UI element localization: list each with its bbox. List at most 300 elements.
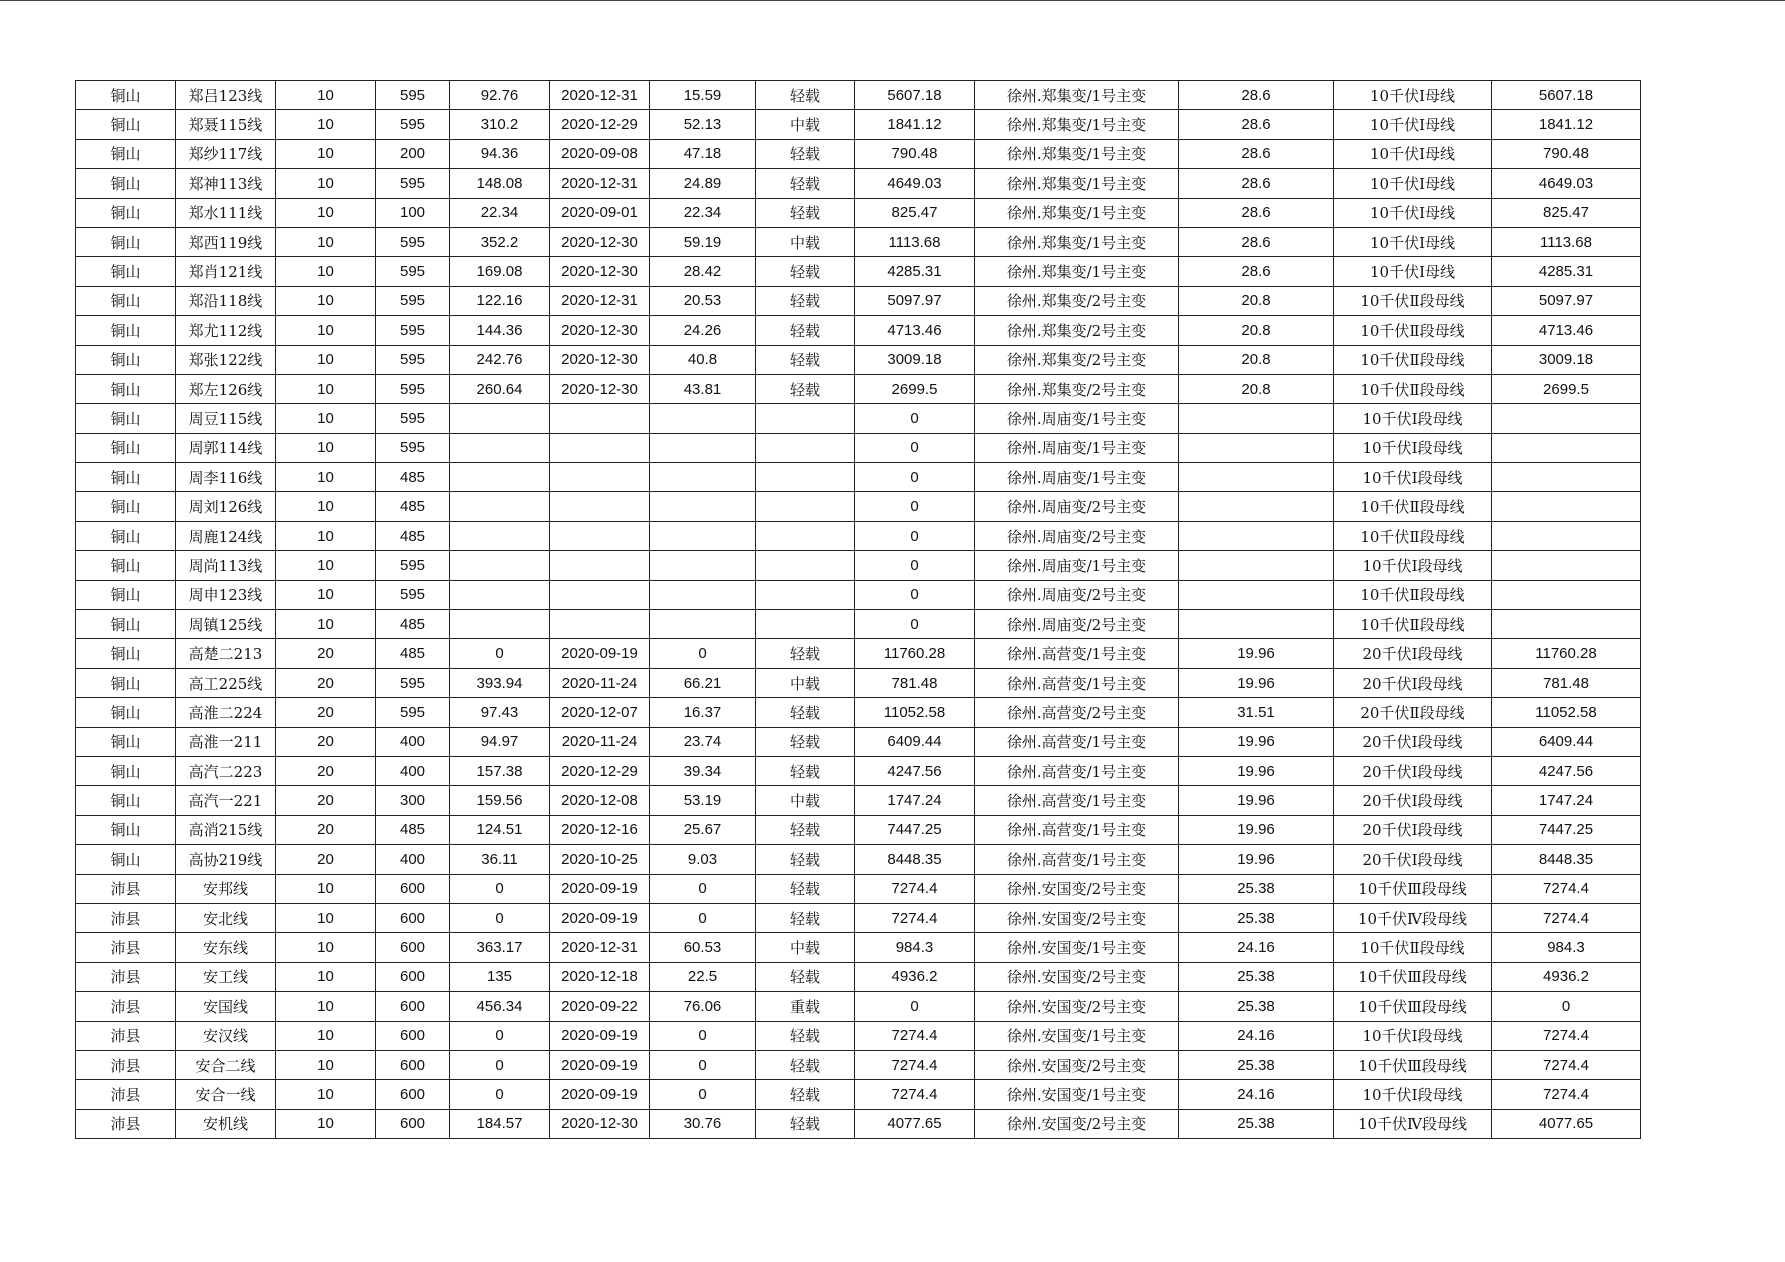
cell-line-name: 郑吕123线 bbox=[176, 81, 276, 110]
cell-rated-current: 595 bbox=[376, 257, 450, 286]
cell-substation-transformer: 徐州.周庙变/2号主变 bbox=[975, 521, 1179, 550]
cell-load-status: 轻载 bbox=[756, 845, 855, 874]
cell-rated-current: 600 bbox=[376, 1021, 450, 1050]
cell-transformer-load-rate: 24.16 bbox=[1179, 1080, 1334, 1109]
cell-date: 2020-12-29 bbox=[550, 756, 650, 785]
table-row bbox=[76, 404, 1641, 433]
cell-substation-transformer: 徐州.高营变/1号主变 bbox=[975, 668, 1179, 697]
cell-available-capacity: 0 bbox=[855, 610, 975, 639]
cell-load-status: 重载 bbox=[756, 992, 855, 1021]
cell-busbar: 10千伏Ⅰ母线 bbox=[1334, 257, 1492, 286]
cell-load-rate: 0 bbox=[650, 1080, 756, 1109]
cell-load-status: 中载 bbox=[756, 668, 855, 697]
cell-rated-current: 600 bbox=[376, 1080, 450, 1109]
cell-district: 铜山 bbox=[76, 198, 176, 227]
cell-busbar: 10千伏Ⅳ段母线 bbox=[1334, 1109, 1492, 1138]
cell-load-rate: 24.89 bbox=[650, 169, 756, 198]
table-row bbox=[76, 463, 1641, 492]
cell-remaining-capacity: 2699.5 bbox=[1492, 374, 1641, 403]
cell-line-name: 高汽一221 bbox=[176, 786, 276, 815]
cell-substation-transformer: 徐州.郑集变/2号主变 bbox=[975, 286, 1179, 315]
cell-district: 沛县 bbox=[76, 1050, 176, 1079]
cell-date: 2020-12-30 bbox=[550, 1109, 650, 1138]
cell-load-status: 轻载 bbox=[756, 727, 855, 756]
cell-load-status: 轻载 bbox=[756, 286, 855, 315]
cell-transformer-load-rate bbox=[1179, 433, 1334, 462]
cell-rated-current: 100 bbox=[376, 198, 450, 227]
cell-busbar: 10千伏Ⅲ段母线 bbox=[1334, 1050, 1492, 1079]
cell-voltage-kv: 20 bbox=[276, 639, 376, 668]
cell-max-current: 135 bbox=[450, 962, 550, 991]
cell-line-name: 安机线 bbox=[176, 1109, 276, 1138]
cell-district: 铜山 bbox=[76, 463, 176, 492]
cell-voltage-kv: 10 bbox=[276, 463, 376, 492]
cell-voltage-kv: 10 bbox=[276, 962, 376, 991]
cell-busbar: 10千伏Ⅲ段母线 bbox=[1334, 874, 1492, 903]
cell-date: 2020-09-08 bbox=[550, 139, 650, 168]
cell-load-status: 轻载 bbox=[756, 756, 855, 785]
cell-transformer-load-rate: 25.38 bbox=[1179, 903, 1334, 932]
cell-available-capacity: 7274.4 bbox=[855, 1021, 975, 1050]
cell-busbar: 10千伏Ⅲ段母线 bbox=[1334, 992, 1492, 1021]
cell-line-name: 安北线 bbox=[176, 903, 276, 932]
cell-date: 2020-12-16 bbox=[550, 815, 650, 844]
cell-substation-transformer: 徐州.郑集变/1号主变 bbox=[975, 198, 1179, 227]
cell-rated-current: 595 bbox=[376, 316, 450, 345]
cell-district: 铜山 bbox=[76, 551, 176, 580]
cell-voltage-kv: 10 bbox=[276, 198, 376, 227]
cell-max-current: 94.97 bbox=[450, 727, 550, 756]
cell-load-status bbox=[756, 580, 855, 609]
cell-load-rate: 30.76 bbox=[650, 1109, 756, 1138]
cell-transformer-load-rate: 31.51 bbox=[1179, 698, 1334, 727]
cell-load-rate bbox=[650, 492, 756, 521]
cell-load-rate bbox=[650, 433, 756, 462]
cell-load-rate: 66.21 bbox=[650, 668, 756, 697]
cell-substation-transformer: 徐州.高营变/1号主变 bbox=[975, 639, 1179, 668]
cell-rated-current: 485 bbox=[376, 492, 450, 521]
cell-district: 铜山 bbox=[76, 492, 176, 521]
cell-available-capacity: 7274.4 bbox=[855, 1050, 975, 1079]
table-row bbox=[76, 845, 1641, 874]
cell-load-status bbox=[756, 492, 855, 521]
cell-max-current: 169.08 bbox=[450, 257, 550, 286]
cell-voltage-kv: 20 bbox=[276, 698, 376, 727]
cell-load-status: 轻载 bbox=[756, 257, 855, 286]
cell-available-capacity: 7447.25 bbox=[855, 815, 975, 844]
cell-date: 2020-09-19 bbox=[550, 874, 650, 903]
cell-busbar: 10千伏Ⅰ段母线 bbox=[1334, 463, 1492, 492]
cell-substation-transformer: 徐州.安国变/2号主变 bbox=[975, 874, 1179, 903]
cell-transformer-load-rate bbox=[1179, 610, 1334, 639]
cell-substation-transformer: 徐州.安国变/2号主变 bbox=[975, 1109, 1179, 1138]
cell-substation-transformer: 徐州.安国变/2号主变 bbox=[975, 1050, 1179, 1079]
table-row bbox=[76, 786, 1641, 815]
cell-voltage-kv: 10 bbox=[276, 580, 376, 609]
cell-substation-transformer: 徐州.郑集变/1号主变 bbox=[975, 81, 1179, 110]
cell-rated-current: 400 bbox=[376, 727, 450, 756]
cell-date bbox=[550, 551, 650, 580]
cell-substation-transformer: 徐州.周庙变/2号主变 bbox=[975, 610, 1179, 639]
cell-voltage-kv: 10 bbox=[276, 169, 376, 198]
cell-load-rate: 22.34 bbox=[650, 198, 756, 227]
cell-rated-current: 485 bbox=[376, 463, 450, 492]
cell-voltage-kv: 10 bbox=[276, 610, 376, 639]
cell-load-status bbox=[756, 433, 855, 462]
cell-rated-current: 600 bbox=[376, 933, 450, 962]
cell-available-capacity: 4936.2 bbox=[855, 962, 975, 991]
table-row bbox=[76, 992, 1641, 1021]
cell-load-rate: 15.59 bbox=[650, 81, 756, 110]
cell-busbar: 20千伏Ⅰ段母线 bbox=[1334, 727, 1492, 756]
cell-available-capacity: 0 bbox=[855, 580, 975, 609]
cell-available-capacity: 2699.5 bbox=[855, 374, 975, 403]
cell-remaining-capacity bbox=[1492, 463, 1641, 492]
cell-rated-current: 485 bbox=[376, 610, 450, 639]
table-row bbox=[76, 286, 1641, 315]
cell-rated-current: 595 bbox=[376, 286, 450, 315]
cell-max-current bbox=[450, 610, 550, 639]
cell-max-current: 157.38 bbox=[450, 756, 550, 785]
cell-remaining-capacity: 5097.97 bbox=[1492, 286, 1641, 315]
cell-date: 2020-12-31 bbox=[550, 169, 650, 198]
cell-load-rate bbox=[650, 551, 756, 580]
cell-transformer-load-rate: 25.38 bbox=[1179, 874, 1334, 903]
cell-max-current: 310.2 bbox=[450, 110, 550, 139]
cell-line-name: 周李116线 bbox=[176, 463, 276, 492]
cell-rated-current: 400 bbox=[376, 756, 450, 785]
cell-remaining-capacity: 5607.18 bbox=[1492, 81, 1641, 110]
cell-voltage-kv: 10 bbox=[276, 433, 376, 462]
cell-line-name: 郑肖121线 bbox=[176, 257, 276, 286]
cell-max-current bbox=[450, 551, 550, 580]
cell-available-capacity: 4077.65 bbox=[855, 1109, 975, 1138]
cell-date: 2020-09-19 bbox=[550, 903, 650, 932]
cell-rated-current: 400 bbox=[376, 845, 450, 874]
cell-busbar: 20千伏Ⅰ段母线 bbox=[1334, 786, 1492, 815]
cell-district: 铜山 bbox=[76, 110, 176, 139]
cell-available-capacity: 7274.4 bbox=[855, 874, 975, 903]
cell-max-current bbox=[450, 463, 550, 492]
cell-max-current: 363.17 bbox=[450, 933, 550, 962]
cell-remaining-capacity: 7447.25 bbox=[1492, 815, 1641, 844]
cell-load-rate: 47.18 bbox=[650, 139, 756, 168]
cell-substation-transformer: 徐州.郑集变/2号主变 bbox=[975, 345, 1179, 374]
cell-voltage-kv: 10 bbox=[276, 404, 376, 433]
cell-date bbox=[550, 463, 650, 492]
cell-district: 铜山 bbox=[76, 639, 176, 668]
cell-load-status: 轻载 bbox=[756, 81, 855, 110]
cell-voltage-kv: 10 bbox=[276, 110, 376, 139]
cell-district: 铜山 bbox=[76, 521, 176, 550]
table-row bbox=[76, 1080, 1641, 1109]
cell-transformer-load-rate: 19.96 bbox=[1179, 639, 1334, 668]
cell-substation-transformer: 徐州.安国变/2号主变 bbox=[975, 992, 1179, 1021]
cell-date: 2020-12-31 bbox=[550, 286, 650, 315]
cell-rated-current: 595 bbox=[376, 110, 450, 139]
cell-voltage-kv: 10 bbox=[276, 551, 376, 580]
table-row bbox=[76, 727, 1641, 756]
cell-substation-transformer: 徐州.周庙变/2号主变 bbox=[975, 492, 1179, 521]
cell-busbar: 10千伏Ⅰ母线 bbox=[1334, 169, 1492, 198]
cell-busbar: 10千伏Ⅱ段母线 bbox=[1334, 492, 1492, 521]
cell-load-status: 轻载 bbox=[756, 1021, 855, 1050]
cell-max-current: 0 bbox=[450, 1021, 550, 1050]
cell-load-rate: 22.5 bbox=[650, 962, 756, 991]
cell-available-capacity: 0 bbox=[855, 404, 975, 433]
cell-line-name: 高楚二213 bbox=[176, 639, 276, 668]
cell-load-status: 轻载 bbox=[756, 698, 855, 727]
cell-load-rate: 9.03 bbox=[650, 845, 756, 874]
cell-max-current: 0 bbox=[450, 903, 550, 932]
cell-available-capacity: 4713.46 bbox=[855, 316, 975, 345]
cell-remaining-capacity: 7274.4 bbox=[1492, 1050, 1641, 1079]
cell-available-capacity: 4247.56 bbox=[855, 756, 975, 785]
cell-voltage-kv: 10 bbox=[276, 903, 376, 932]
cell-line-name: 高汽二223 bbox=[176, 756, 276, 785]
table-row bbox=[76, 815, 1641, 844]
cell-remaining-capacity: 0 bbox=[1492, 992, 1641, 1021]
cell-district: 沛县 bbox=[76, 874, 176, 903]
cell-rated-current: 595 bbox=[376, 374, 450, 403]
cell-remaining-capacity: 4285.31 bbox=[1492, 257, 1641, 286]
cell-load-status: 轻载 bbox=[756, 374, 855, 403]
cell-district: 沛县 bbox=[76, 1080, 176, 1109]
cell-available-capacity: 11760.28 bbox=[855, 639, 975, 668]
cell-line-name: 安国线 bbox=[176, 992, 276, 1021]
cell-load-rate: 0 bbox=[650, 874, 756, 903]
cell-date bbox=[550, 610, 650, 639]
cell-date: 2020-09-22 bbox=[550, 992, 650, 1021]
cell-line-name: 周豆115线 bbox=[176, 404, 276, 433]
cell-remaining-capacity bbox=[1492, 610, 1641, 639]
cell-load-rate bbox=[650, 404, 756, 433]
cell-line-name: 郑沿118线 bbox=[176, 286, 276, 315]
cell-load-status: 轻载 bbox=[756, 1080, 855, 1109]
cell-substation-transformer: 徐州.郑集变/1号主变 bbox=[975, 110, 1179, 139]
cell-date: 2020-11-24 bbox=[550, 668, 650, 697]
cell-load-status: 中载 bbox=[756, 110, 855, 139]
cell-load-rate: 40.8 bbox=[650, 345, 756, 374]
cell-max-current: 242.76 bbox=[450, 345, 550, 374]
cell-rated-current: 595 bbox=[376, 169, 450, 198]
cell-line-name: 郑尤112线 bbox=[176, 316, 276, 345]
table-row bbox=[76, 580, 1641, 609]
cell-rated-current: 600 bbox=[376, 1109, 450, 1138]
cell-voltage-kv: 10 bbox=[276, 316, 376, 345]
cell-rated-current: 595 bbox=[376, 668, 450, 697]
cell-remaining-capacity: 1747.24 bbox=[1492, 786, 1641, 815]
cell-remaining-capacity: 825.47 bbox=[1492, 198, 1641, 227]
cell-remaining-capacity: 4247.56 bbox=[1492, 756, 1641, 785]
cell-max-current: 352.2 bbox=[450, 227, 550, 256]
cell-line-name: 安东线 bbox=[176, 933, 276, 962]
cell-substation-transformer: 徐州.高营变/1号主变 bbox=[975, 845, 1179, 874]
table-row bbox=[76, 110, 1641, 139]
cell-load-status bbox=[756, 404, 855, 433]
cell-date: 2020-09-19 bbox=[550, 1080, 650, 1109]
cell-max-current: 36.11 bbox=[450, 845, 550, 874]
cell-rated-current: 485 bbox=[376, 639, 450, 668]
cell-rated-current: 300 bbox=[376, 786, 450, 815]
cell-date bbox=[550, 492, 650, 521]
table-row bbox=[76, 551, 1641, 580]
cell-line-name: 高工225线 bbox=[176, 668, 276, 697]
cell-load-rate: 0 bbox=[650, 639, 756, 668]
cell-transformer-load-rate: 20.8 bbox=[1179, 374, 1334, 403]
cell-available-capacity: 4285.31 bbox=[855, 257, 975, 286]
cell-busbar: 10千伏Ⅰ段母线 bbox=[1334, 433, 1492, 462]
cell-remaining-capacity: 6409.44 bbox=[1492, 727, 1641, 756]
cell-date bbox=[550, 521, 650, 550]
cell-district: 铜山 bbox=[76, 610, 176, 639]
cell-remaining-capacity bbox=[1492, 521, 1641, 550]
table-row bbox=[76, 874, 1641, 903]
table-row bbox=[76, 227, 1641, 256]
cell-load-status: 轻载 bbox=[756, 639, 855, 668]
cell-load-status: 中载 bbox=[756, 933, 855, 962]
cell-voltage-kv: 20 bbox=[276, 786, 376, 815]
cell-date: 2020-12-31 bbox=[550, 933, 650, 962]
cell-load-status: 轻载 bbox=[756, 316, 855, 345]
cell-substation-transformer: 徐州.高营变/1号主变 bbox=[975, 815, 1179, 844]
cell-substation-transformer: 徐州.郑集变/2号主变 bbox=[975, 374, 1179, 403]
cell-voltage-kv: 10 bbox=[276, 992, 376, 1021]
cell-line-name: 郑水111线 bbox=[176, 198, 276, 227]
cell-district: 铜山 bbox=[76, 227, 176, 256]
cell-remaining-capacity: 11052.58 bbox=[1492, 698, 1641, 727]
cell-date: 2020-09-19 bbox=[550, 639, 650, 668]
cell-date: 2020-12-30 bbox=[550, 345, 650, 374]
table-row bbox=[76, 139, 1641, 168]
cell-load-status: 轻载 bbox=[756, 169, 855, 198]
cell-remaining-capacity: 7274.4 bbox=[1492, 874, 1641, 903]
cell-busbar: 10千伏Ⅰ段母线 bbox=[1334, 1021, 1492, 1050]
cell-district: 铜山 bbox=[76, 727, 176, 756]
cell-load-rate: 39.34 bbox=[650, 756, 756, 785]
cell-date: 2020-09-01 bbox=[550, 198, 650, 227]
cell-date bbox=[550, 404, 650, 433]
cell-line-name: 周刘126线 bbox=[176, 492, 276, 521]
cell-busbar: 10千伏Ⅱ段母线 bbox=[1334, 316, 1492, 345]
cell-district: 铜山 bbox=[76, 286, 176, 315]
cell-date: 2020-11-24 bbox=[550, 727, 650, 756]
cell-rated-current: 600 bbox=[376, 962, 450, 991]
cell-busbar: 10千伏Ⅲ段母线 bbox=[1334, 962, 1492, 991]
cell-load-rate: 0 bbox=[650, 1050, 756, 1079]
cell-available-capacity: 5097.97 bbox=[855, 286, 975, 315]
cell-substation-transformer: 徐州.郑集变/1号主变 bbox=[975, 169, 1179, 198]
cell-transformer-load-rate bbox=[1179, 551, 1334, 580]
cell-transformer-load-rate: 25.38 bbox=[1179, 992, 1334, 1021]
cell-date: 2020-12-07 bbox=[550, 698, 650, 727]
cell-busbar: 20千伏Ⅰ段母线 bbox=[1334, 756, 1492, 785]
cell-district: 铜山 bbox=[76, 81, 176, 110]
cell-load-rate: 43.81 bbox=[650, 374, 756, 403]
cell-load-rate: 52.13 bbox=[650, 110, 756, 139]
cell-line-name: 安工线 bbox=[176, 962, 276, 991]
cell-max-current bbox=[450, 404, 550, 433]
cell-date: 2020-09-19 bbox=[550, 1050, 650, 1079]
cell-line-name: 周申123线 bbox=[176, 580, 276, 609]
cell-line-name: 高淮二224 bbox=[176, 698, 276, 727]
cell-load-status bbox=[756, 521, 855, 550]
cell-max-current: 144.36 bbox=[450, 316, 550, 345]
cell-available-capacity: 4649.03 bbox=[855, 169, 975, 198]
cell-district: 铜山 bbox=[76, 257, 176, 286]
cell-remaining-capacity: 4936.2 bbox=[1492, 962, 1641, 991]
cell-remaining-capacity: 790.48 bbox=[1492, 139, 1641, 168]
cell-busbar: 10千伏Ⅰ段母线 bbox=[1334, 1080, 1492, 1109]
cell-voltage-kv: 10 bbox=[276, 1050, 376, 1079]
cell-load-status: 轻载 bbox=[756, 903, 855, 932]
cell-remaining-capacity bbox=[1492, 580, 1641, 609]
cell-load-rate: 16.37 bbox=[650, 698, 756, 727]
cell-available-capacity: 984.3 bbox=[855, 933, 975, 962]
cell-district: 沛县 bbox=[76, 1109, 176, 1138]
cell-busbar: 10千伏Ⅱ段母线 bbox=[1334, 580, 1492, 609]
cell-busbar: 10千伏Ⅰ母线 bbox=[1334, 110, 1492, 139]
cell-rated-current: 595 bbox=[376, 345, 450, 374]
cell-transformer-load-rate: 20.8 bbox=[1179, 316, 1334, 345]
cell-date: 2020-12-31 bbox=[550, 81, 650, 110]
cell-load-rate: 0 bbox=[650, 1021, 756, 1050]
cell-line-name: 周镇125线 bbox=[176, 610, 276, 639]
cell-substation-transformer: 徐州.郑集变/1号主变 bbox=[975, 139, 1179, 168]
cell-busbar: 20千伏Ⅰ段母线 bbox=[1334, 668, 1492, 697]
cell-transformer-load-rate: 28.6 bbox=[1179, 110, 1334, 139]
cell-transformer-load-rate: 25.38 bbox=[1179, 1050, 1334, 1079]
cell-substation-transformer: 徐州.高营变/1号主变 bbox=[975, 727, 1179, 756]
cell-transformer-load-rate bbox=[1179, 580, 1334, 609]
cell-transformer-load-rate: 24.16 bbox=[1179, 933, 1334, 962]
cell-remaining-capacity: 11760.28 bbox=[1492, 639, 1641, 668]
cell-rated-current: 485 bbox=[376, 815, 450, 844]
cell-remaining-capacity bbox=[1492, 492, 1641, 521]
cell-substation-transformer: 徐州.周庙变/1号主变 bbox=[975, 433, 1179, 462]
cell-remaining-capacity: 3009.18 bbox=[1492, 345, 1641, 374]
cell-transformer-load-rate bbox=[1179, 492, 1334, 521]
cell-busbar: 10千伏Ⅱ段母线 bbox=[1334, 374, 1492, 403]
cell-substation-transformer: 徐州.安国变/1号主变 bbox=[975, 1080, 1179, 1109]
cell-available-capacity: 781.48 bbox=[855, 668, 975, 697]
cell-max-current bbox=[450, 521, 550, 550]
cell-remaining-capacity: 7274.4 bbox=[1492, 1021, 1641, 1050]
table-row bbox=[76, 962, 1641, 991]
cell-remaining-capacity: 4713.46 bbox=[1492, 316, 1641, 345]
cell-rated-current: 595 bbox=[376, 404, 450, 433]
cell-available-capacity: 790.48 bbox=[855, 139, 975, 168]
cell-district: 铜山 bbox=[76, 433, 176, 462]
cell-transformer-load-rate: 28.6 bbox=[1179, 198, 1334, 227]
cell-voltage-kv: 10 bbox=[276, 81, 376, 110]
cell-district: 铜山 bbox=[76, 815, 176, 844]
cell-substation-transformer: 徐州.郑集变/1号主变 bbox=[975, 257, 1179, 286]
cell-voltage-kv: 10 bbox=[276, 1109, 376, 1138]
cell-load-rate: 28.42 bbox=[650, 257, 756, 286]
cell-voltage-kv: 20 bbox=[276, 815, 376, 844]
cell-load-status: 轻载 bbox=[756, 815, 855, 844]
cell-date: 2020-12-30 bbox=[550, 227, 650, 256]
cell-line-name: 安合一线 bbox=[176, 1080, 276, 1109]
cell-transformer-load-rate: 20.8 bbox=[1179, 345, 1334, 374]
cell-remaining-capacity: 984.3 bbox=[1492, 933, 1641, 962]
table-row bbox=[76, 903, 1641, 932]
cell-load-status bbox=[756, 610, 855, 639]
table-row bbox=[76, 639, 1641, 668]
cell-transformer-load-rate: 19.96 bbox=[1179, 668, 1334, 697]
table-row bbox=[76, 169, 1641, 198]
